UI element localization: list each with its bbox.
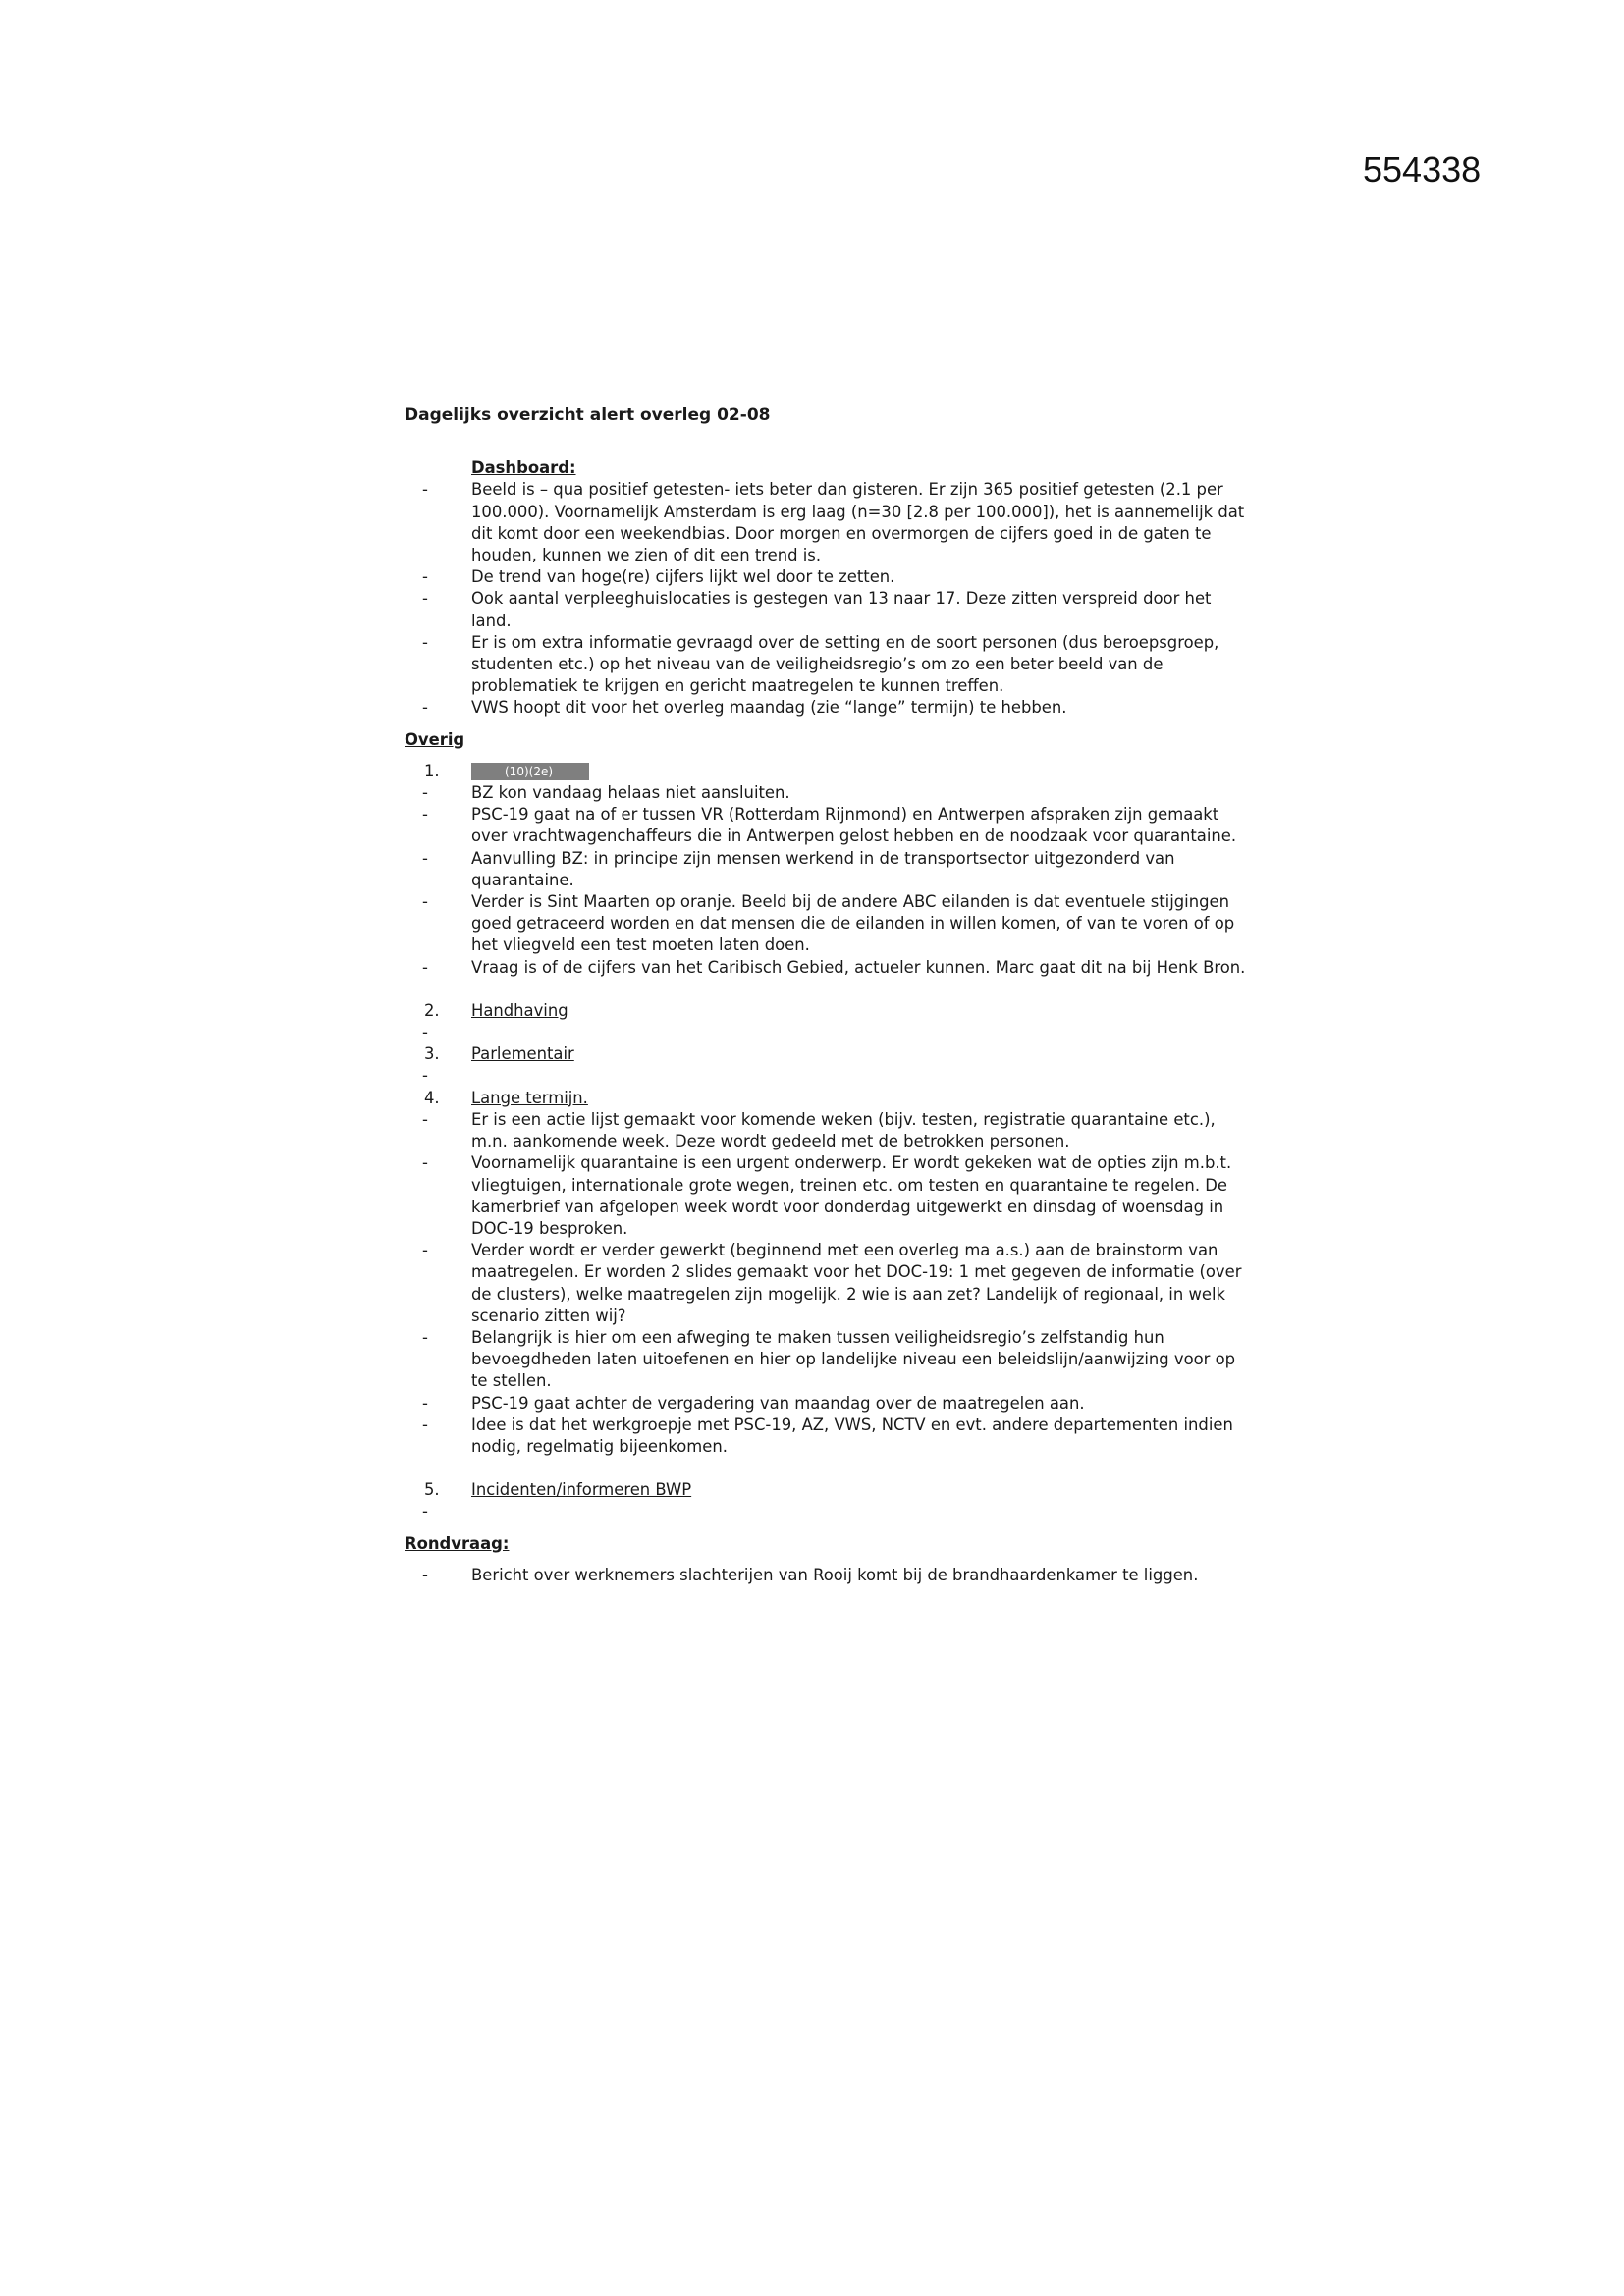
list-item: - Beeld is – qua positief getesten- iets beter dan gisteren. Er zijn 365 positief getesten (2.1 per 100.000). Voornamelijk Amsterdam is erg laag (n=30 [2.8 per 100.000]), het is aannemelijk dat dit komt door een weekendbias. Door morgen en overmorgen de cijfers goed in de gaten te houden, kunnen we zien of dit een trend is. <box>422 480 1245 565</box>
list-item: - Aanvulling BZ: in principe zijn mensen werkend in de transportsector uitgezonderd van quarantaine. <box>422 848 1175 889</box>
overig-item-2: 2. Handhaving <box>424 1000 568 1020</box>
document-body <box>405 404 1249 1586</box>
overig-item-4: 4. Lange termijn. <box>424 1088 588 1107</box>
list-item: - Idee is dat het werkgroepje met PSC-19, AZ, VWS, NCTV en evt. andere departementen indien nodig, regelmatig bijeenkomen. <box>422 1415 1233 1456</box>
dashboard-heading: Dashboard: <box>471 458 576 478</box>
list-item: - <box>422 1502 428 1522</box>
overig-item-5: 5. Incidenten/informeren BWP <box>424 1480 692 1500</box>
overig-item-1: 1. (10)(2e) <box>405 761 1249 782</box>
rondvraag-heading: Rondvraag: <box>405 1533 510 1553</box>
list-item: - PSC-19 gaat achter de vergadering van maandag over de maatregelen aan. <box>422 1393 1085 1413</box>
list-item: - VWS hoopt dit voor het overleg maandag (zie “lange” termijn) te hebben. <box>422 698 1067 718</box>
list-item: - Verder is Sint Maarten op oranje. Beeld bij de andere ABC eilanden is dat eventuele stijgingen goed getraceerd worden en dat mensen die de eilanden in willen komen, of van te voren of op het vliegveld een test moeten laten doen. <box>422 892 1235 955</box>
list-item: - Verder wordt er verder gewerkt (beginnend met een overleg ma a.s.) aan de brainstorm van maatregelen. Er worden 2 slides gemaakt voor het DOC-19: 1 met gegeven de informatie (over de clusters), welke maatregelen zijn mogelijk. 2 wie is aan zet? Landelijk of regionaal, in welk scenario zitten wij? <box>422 1241 1242 1325</box>
document-title: Dagelijks overzicht alert overleg 02-08 <box>405 405 771 425</box>
list-item: - Voornamelijk quarantaine is een urgent onderwerp. Er wordt gekeken wat de opties zijn m.b.t. vliegtuigen, internationale grote wegen, treinen etc. om testen en quarantaine te regelen. De kamerbrief van afgelopen week wordt voor donderdag uitgewerkt en dinsdag of woensdag in DOC-19 besproken. <box>422 1153 1232 1238</box>
overig-item-4-list <box>405 1109 1249 1458</box>
list-item: - Belangrijk is hier om een afweging te maken tussen veiligheidsregio’s zelfstandig hun bevoegdheden laten uitoefenen en hier op landelijke niveau een beleidslijn/aanwijzing voor op te stellen. <box>422 1327 1236 1391</box>
list-item: - Er is een actie lijst gemaakt voor komende weken (bijv. testen, registratie quarantaine etc.), m.n. aankomende week. Deze wordt gedeeld met de betrokken personen. <box>422 1109 1216 1151</box>
list-item: - Bericht over werknemers slachterijen van Rooij komt bij de brandhaardenkamer te liggen. <box>422 1565 1199 1584</box>
list-item: - <box>422 1023 428 1042</box>
redaction-box: (10)(2e) <box>471 763 589 780</box>
list-item: - BZ kon vandaag helaas niet aansluiten. <box>422 783 790 803</box>
list-item: - De trend van hoge(re) cijfers lijkt wel door te zetten. <box>422 567 895 587</box>
overig-heading: Overig <box>405 729 465 749</box>
document-number: 554338 <box>1363 149 1482 189</box>
overig-item-3: 3. Parlementair <box>424 1044 574 1064</box>
list-item: - <box>422 1066 428 1086</box>
list-item: - Vraag is of de cijfers van het Caribisch Gebied, actueler kunnen. Marc gaat dit na bij Henk Bron. <box>422 957 1246 977</box>
list-item: - Ook aantal verpleeghuislocaties is gestegen van 13 naar 17. Deze zitten verspreid door het land. <box>422 589 1212 630</box>
list-item: - Er is om extra informatie gevraagd over de setting en de soort personen (dus beroepsgroep, studenten etc.) op het niveau van de veiligheidsregio’s om zo een beter beeld van de problematiek te krijgen en gericht maatregelen te kunnen treffen. <box>422 632 1219 696</box>
list-item: - PSC-19 gaat na of er tussen VR (Rotterdam Rijnmond) en Antwerpen afspraken zijn gemaakt over vrachtwagenchaffeurs die in Antwerpen gelost hebben en de noodzaak voor quarantaine. <box>422 805 1237 846</box>
overig-item-1-list <box>405 782 1249 979</box>
dashboard-list <box>405 479 1249 719</box>
